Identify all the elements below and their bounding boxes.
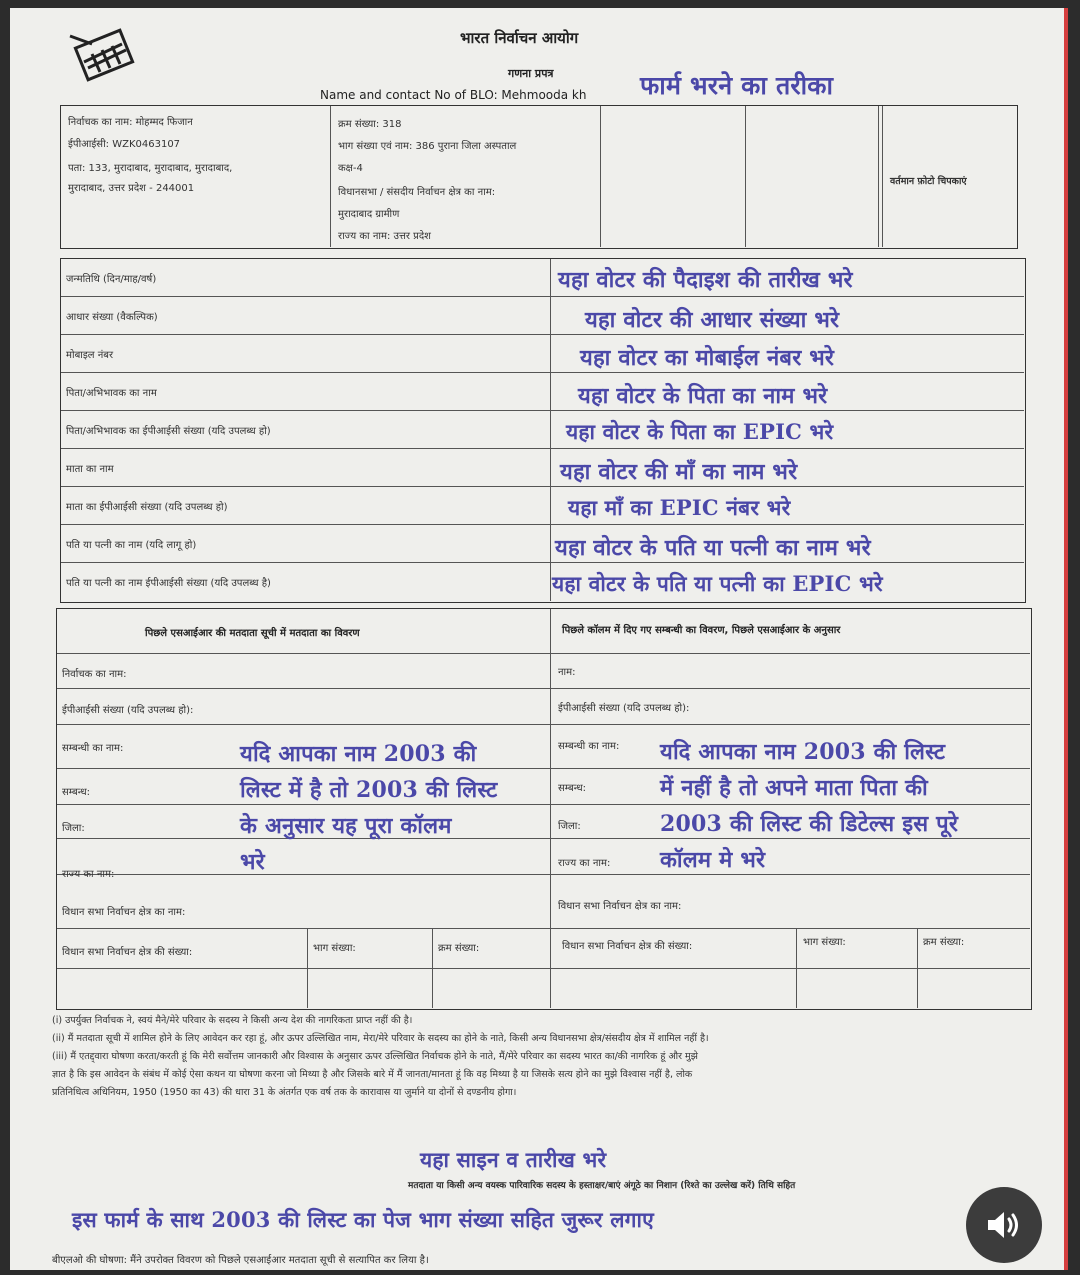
left-hand-line: लिस्ट में है तो 2003 की लिस्ट [240,777,498,803]
left-label-district: जिला: [62,823,85,834]
field-hand-father: यहा वोटर के पिता का नाम भरे [578,383,828,409]
field-label-father: पिता/अभिभावक का नाम [66,388,157,399]
right-label-serial-number: क्रम संख्या: [923,937,965,948]
left-label-epic: ईपीआईसी संख्या (यदि उपलब्ध हो): [62,705,194,716]
field-hand-spouse: यहा वोटर के पति या पत्नी का नाम भरे [555,535,871,561]
top-left-line: पता: 133, मुरादाबाद, मुरादाबाद, मुरादाबाद, [68,163,233,174]
right-label-ac-name: विधान सभा निर्वाचन क्षेत्र का नाम: [558,901,682,912]
declaration-line: (i) उपर्युक्त निर्वाचक ने, स्वयं मैने/मेरे परिवार के सदस्य ने किसी अन्य देश की नागरिकता प्राप्त नहीं की है। [52,1015,413,1026]
form-subtitle: गणना प्रपत्र [508,67,554,80]
top-mid-line: विधानसभा / संसदीय निर्वाचन क्षेत्र का नाम: [338,187,496,198]
field-hand-mother: यहा वोटर की माँ का नाम भरे [560,459,798,485]
field-hand-father-epic: यहा वोटर के पिता का EPIC भरे [566,419,834,444]
field-hand-aadhaar: यहा वोटर की आधार संख्या भरे [585,307,840,333]
right-label-name: नाम: [558,667,576,678]
right-label-district: जिला: [558,821,581,832]
left-label-relation: सम्बन्ध: [62,787,91,798]
declaration-line: (iii) मैं एतद्द्वारा घोषणा करता/करती हूं कि मेरी सर्वोत्तम जानकारी और विश्वास के अनुसार ऊपर उल्लिखित निर्वाचक होने के नाते, मैं/मेरे परिवार का सदस्य भारत का/की नागरिक हूं और मुझे [52,1051,698,1062]
eci-logo [62,24,152,90]
field-label-dob: जन्मतिथि (दिन/माह/वर्ष) [66,274,157,285]
right-column-header: पिछले कॉलम में दिए गए सम्बन्धी का विवरण, पिछले एसआईआर के अनुसार [562,625,841,636]
field-label-mobile: मोबाइल नंबर [66,350,114,361]
declaration-line: (ii) मैं मतदाता सूची में शामिल होने के लिए आवेदन कर रहा हूं, और ऊपर उल्लिखित नाम, मेरा/मेरे परिवार के सदस्य का होने के नाते, किसी अन्य विधानसभा क्षेत्र/संसदीय क्षेत्र में शामिल नहीं है। [52,1033,709,1044]
field-label-mother: माता का नाम [66,464,114,475]
declaration-line: प्रतिनिधित्व अधिनियम, 1950 (1950 का 43) की धारा 31 के अंतर्गत एक वर्ष तक के कारावास या जुर्माने या दोनों से दण्डनीय होगा। [52,1087,517,1098]
top-left-line: मुरादाबाद, उत्तर प्रदेश - 244001 [68,183,195,194]
field-label-spouse-epic: पति या पत्नी का नाम ईपीआईसी संख्या (यदि उपलब्ध है) [66,578,271,589]
howto-handwriting: फार्म भरने का तरीका [640,71,834,100]
photo-label: वर्तमान फ़ोटो चिपकाएं [890,176,967,187]
left-hand-line: यदि आपका नाम 2003 की [240,741,477,767]
field-label-father-epic: पिता/अभिभावक का ईपीआईसी संख्या (यदि उपलब्ध हो) [66,426,271,437]
top-details-box [60,105,1018,249]
field-hand-mobile: यहा वोटर का मोबाईल नंबर भरे [580,345,835,371]
blo-line: Name and contact No of BLO: Mehmooda kh [320,88,587,102]
top-mid-line: मुरादाबाद ग्रामीण [338,209,400,220]
field-hand-dob: यहा वोटर की पैदाइश की तारीख भरे [558,267,853,293]
left-hand-line: के अनुसार यह पूरा कॉलम [240,813,452,839]
top-mid-line: क्रम संख्या: 318 [338,119,402,130]
right-hand-line: यदि आपका नाम 2003 की लिस्ट [660,739,946,765]
field-hand-mother-epic: यहा माँ का EPIC नंबर भरे [568,495,791,520]
right-label-relation: सम्बन्ध: [558,783,587,794]
sign-caption: मतदाता या किसी अन्य वयस्क पारिवारिक सदस्य के हस्ताक्षर/बाएं अंगूठे का निशान (रिश्ते का उल्लेख करें) तिथि सहित [408,1181,796,1191]
field-label-aadhaar: आधार संख्या (वैकल्पिक) [66,312,158,323]
right-label-ac-number: विधान सभा निर्वाचन क्षेत्र की संख्या: [562,941,693,952]
top-mid-line: भाग संख्या एवं नाम: 386 पुराना जिला अस्पताल [338,141,517,152]
top-mid-line: राज्य का नाम: उत्तर प्रदेश [338,231,431,242]
left-column-header: पिछले एसआईआर की मतदाता सूची में मतदाता का विवरण [145,628,360,639]
field-label-mother-epic: माता का ईपीआईसी संख्या (यदि उपलब्ध हो) [66,502,228,513]
top-mid-line: कक्ष-4 [338,163,363,174]
left-label-state: राज्य का नाम: [62,869,115,880]
right-label-relative: सम्बन्धी का नाम: [558,741,620,752]
page-title: भारत निर्वाचन आयोग [460,29,579,47]
speaker-button[interactable] [966,1187,1042,1263]
left-label-part-number: भाग संख्या: [313,943,356,954]
right-label-epic: ईपीआईसी संख्या (यदि उपलब्ध हो): [558,703,690,714]
top-left-line: निर्वाचक का नाम: मोहम्मद फिजान [68,117,193,128]
right-hand-line: कॉलम मे भरे [660,847,766,873]
attach-list-handwriting: इस फार्म के साथ 2003 की लिस्ट का पेज भाग संख्या सहित जुरूर लगाए [72,1207,654,1232]
sign-handwriting: यहा साइन व तारीख भरे [420,1147,607,1172]
left-label-name: निर्वाचक का नाम: [62,669,127,680]
right-label-part-number: भाग संख्या: [803,937,846,948]
field-hand-spouse-epic: यहा वोटर के पति या पत्नी का EPIC भरे [552,571,883,596]
right-hand-line: 2003 की लिस्ट की डिटेल्स इस पूरे [660,811,959,837]
declaration-line: ज्ञात है कि इस आवेदन के संबंध में कोई ऐसा कथन या घोषणा करना जो मिथ्या है और जिसके बारे में मैं जानता/मानता हूं कि वह मिथ्या है या जिसके सत्य होने का मुझे विश्वास नहीं है, लोक [52,1069,693,1080]
speaker-icon [985,1208,1023,1242]
right-hand-line: में नहीं है तो अपने माता पिता की [660,775,928,801]
declaration-text [52,1012,1052,1102]
left-label-serial-number: क्रम संख्या: [438,943,480,954]
blo-declaration: बीएलओ की घोषणा: मैंने उपरोक्त विवरण को पिछले एसआईआर मतदाता सूची से सत्यापित कर लिया है। [52,1255,429,1266]
left-label-relative: सम्बन्धी का नाम: [62,743,124,754]
top-left-line: ईपीआईसी: WZK0463107 [68,139,181,150]
right-label-state: राज्य का नाम: [558,858,611,869]
left-label-ac-number: विधान सभा निर्वाचन क्षेत्र की संख्या: [62,947,193,958]
left-label-ac-name: विधान सभा निर्वाचन क्षेत्र का नाम: [62,907,186,918]
left-hand-line: भरे [240,849,265,875]
form-photo-frame [10,8,1068,1270]
field-label-spouse: पति या पत्नी का नाम (यदि लागू हो) [66,540,197,551]
